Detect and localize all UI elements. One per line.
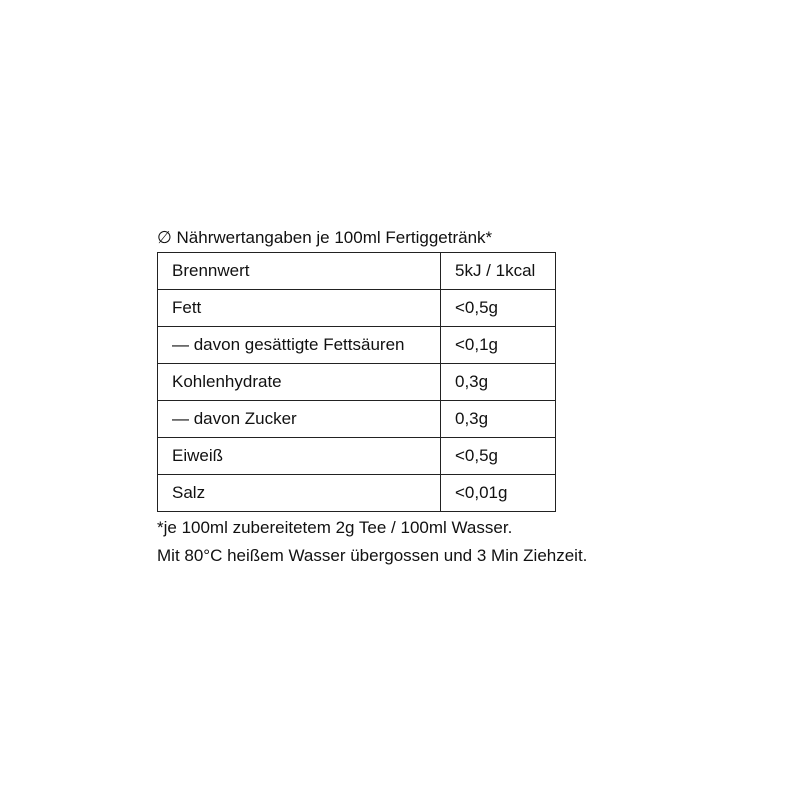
table-row <box>158 401 556 438</box>
table-row <box>158 475 556 512</box>
nutrient-value: <0,1g <box>441 327 556 364</box>
nutrition-heading: ∅ Nährwertangaben je 100ml Fertiggetränk* <box>157 228 493 247</box>
nutrient-label: — davon Zucker <box>158 401 441 438</box>
nutrient-value: <0,5g <box>441 290 556 327</box>
table-row <box>158 364 556 401</box>
nutrition-table <box>157 252 556 512</box>
nutrient-label: Kohlenhydrate <box>158 364 441 401</box>
nutrient-label: — davon gesättigte Fettsäuren <box>158 327 441 364</box>
table-row <box>158 438 556 475</box>
nutrition-info-block <box>157 226 587 570</box>
nutrient-value: 5kJ / 1kcal <box>441 253 556 290</box>
footnote-preparation: *je 100ml zubereitetem 2g Tee / 100ml Wasser. <box>157 518 513 537</box>
nutrient-label: Salz <box>158 475 441 512</box>
nutrient-value: <0,5g <box>441 438 556 475</box>
nutrient-value: <0,01g <box>441 475 556 512</box>
table-row <box>158 290 556 327</box>
nutrient-value: 0,3g <box>441 401 556 438</box>
nutrient-label: Brennwert <box>158 253 441 290</box>
table-row <box>158 253 556 290</box>
nutrient-label: Eiweiß <box>158 438 441 475</box>
table-row <box>158 327 556 364</box>
nutrient-value: 0,3g <box>441 364 556 401</box>
nutrient-label: Fett <box>158 290 441 327</box>
footnote-brewing: Mit 80°C heißem Wasser übergossen und 3 Min Ziehzeit. <box>157 546 588 565</box>
